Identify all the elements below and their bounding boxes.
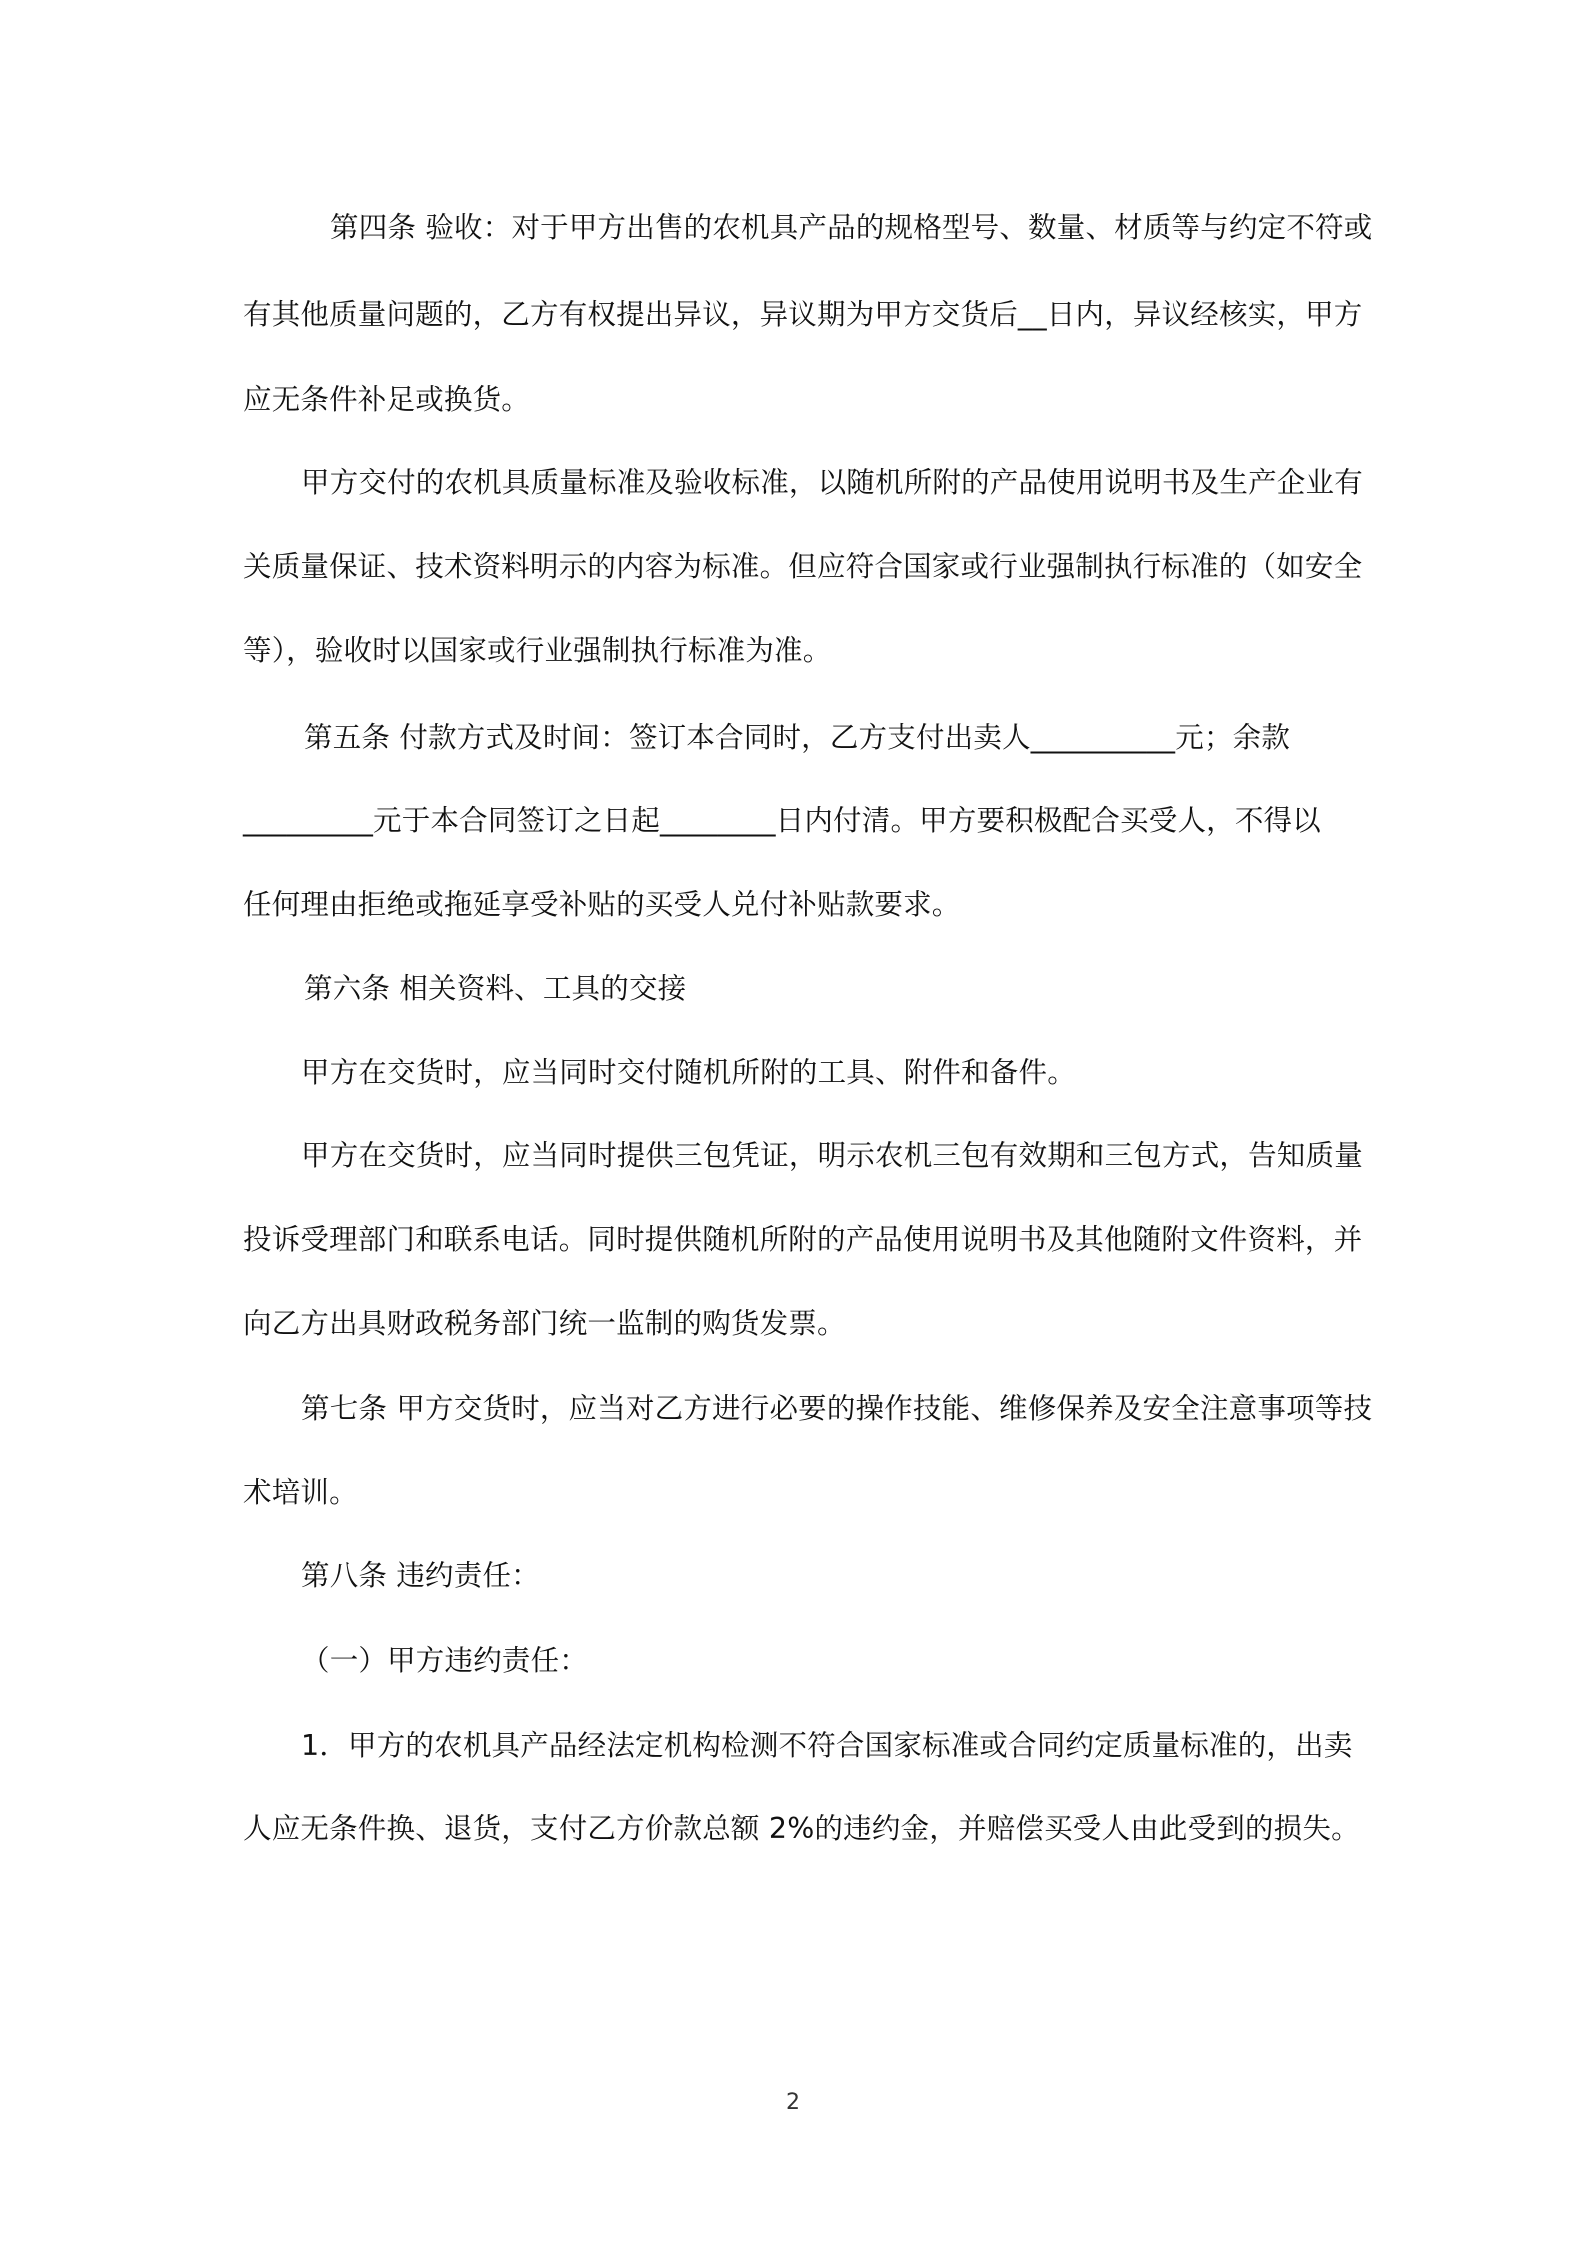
text-line: 关质量保证、技术资料明示的内容为标准。但应符合国家或行业强制执行标准的（如安全 [243,550,1363,583]
text-line: 人应无条件换、退货，支付乙方价款总额 2%的违约金，并赔偿买受人由此受到的损失。 [243,1812,1360,1845]
text-line: 术培训。 [243,1476,358,1509]
text-line: 有其他质量问题的，乙方有权提出异议，异议期为甲方交货后__日内，异议经核实，甲方 [243,298,1363,331]
text-line: 向乙方出具财政税务部门统一监制的购货发票。 [243,1307,846,1340]
text-line: 甲方在交货时，应当同时交付随机所附的工具、附件和备件。 [301,1056,1076,1089]
text-line: 应无条件补足或换货。 [243,383,531,416]
text-line: 投诉受理部门和联系电话。同时提供随机所附的产品使用说明书及其他随附文件资料，并 [243,1223,1363,1256]
text-line: 甲方交付的农机具质量标准及验收标准，以随机所附的产品使用说明书及生产企业有 [301,466,1363,499]
text-line: 等），验收时以国家或行业强制执行标准为准。 [243,634,832,667]
text-line: 第六条 相关资料、工具的交接 [304,972,687,1005]
text-line: 第八条 违约责任： [301,1559,540,1592]
text-line: _________元于本合同签订之日起________日内付清。甲方要积极配合买受人，不得以 [243,804,1321,837]
text-line: （一）甲方违约责任： [301,1644,589,1677]
text-line: 1．甲方的农机具产品经法定机构检测不符合国家标准或合同约定质量标准的，出卖 [301,1729,1353,1762]
text-line: 第七条 甲方交货时，应当对乙方进行必要的操作技能、维修保养及安全注意事项等技 [301,1392,1373,1425]
text-line: 任何理由拒绝或拖延享受补贴的买受人兑付补贴款要求。 [243,888,961,921]
text-line: 第五条 付款方式及时间：签订本合同时，乙方支付出卖人__________元；余款 [304,721,1291,754]
text-line: 第四条 验收：对于甲方出售的农机具产品的规格型号、数量、材质等与约定不符或 [330,211,1373,244]
text-line: 甲方在交货时，应当同时提供三包凭证，明示农机三包有效期和三包方式，告知质量 [301,1139,1363,1172]
page-number: 2 [786,2090,800,2115]
